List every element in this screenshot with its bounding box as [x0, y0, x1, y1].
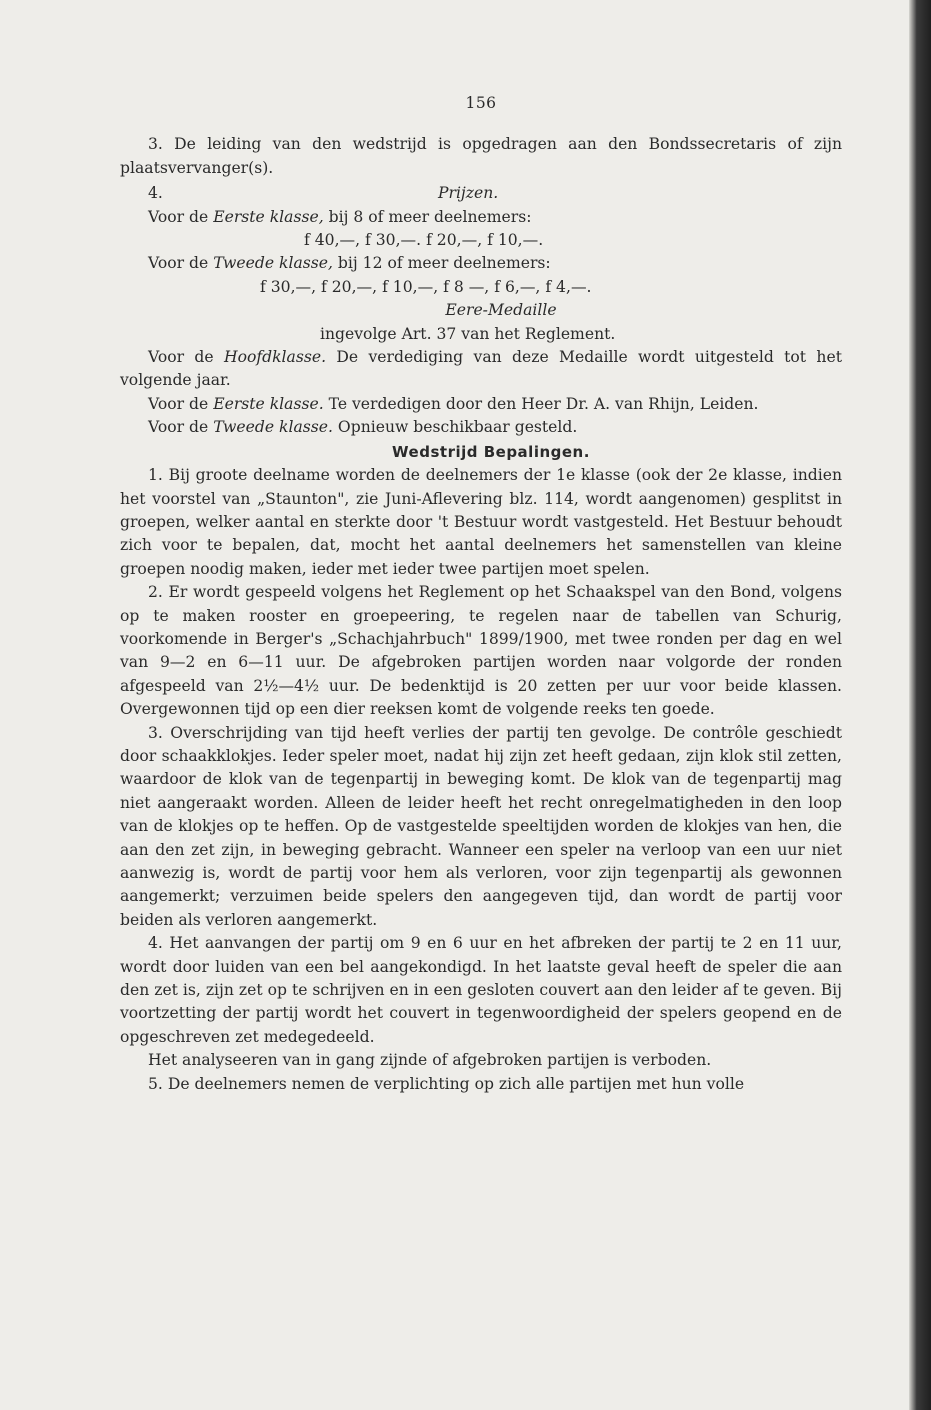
rule-analysis: Het analyseeren van in gang zijnde of afgebroken partijen is verboden.: [148, 1051, 712, 1070]
label-prefix: Voor de: [148, 348, 214, 367]
rule-2: 2. Er wordt gespeeld volgens het Reglement op het Schaakspel van den Bond, volgens op te maken rooster en groepeering, te regelen naar de tabellen van Schurig, voorkomende in Berger's „Schachjahrbuch" 1899/1900, met twee ronden per dag en wel van 9—2 en 6—11 uur. De afgebroken partijen worden naar volgorde der ronden afgespeeld van 2½—4½ uur. De bedenktijd is 20 zetten per uur voor beide klassen. Overgewonnen tijd op een dier reeksen komt de volgende reeks ten goede.: [120, 583, 842, 719]
class-name: Eerste klasse,: [213, 207, 324, 226]
prizes-heading-row: [120, 182, 842, 205]
label-prefix: Voor de: [148, 418, 209, 437]
class-name: Hoofdklasse.: [223, 348, 327, 367]
class-name: Tweede klasse.: [213, 418, 333, 437]
document-body: [120, 92, 842, 1096]
class-text: De verdediging van deze Medaille wordt uitgesteld tot het volgende jaar.: [120, 348, 842, 390]
hoofdklasse-paragraph: [120, 346, 842, 393]
medal-title: Eere-Medaille: [445, 301, 557, 320]
eerste-klasse-line: [120, 206, 842, 229]
tweede-klasse-line: [120, 252, 842, 275]
tweede-klasse-defence: [120, 416, 842, 439]
label-prefix: Voor de: [148, 254, 209, 273]
class-condition: bij 8 of meer deelnemers:: [328, 207, 532, 226]
class-name: Tweede klasse,: [213, 254, 333, 273]
rule-1: 1. Bij groote deelname worden de deelnemers der 1e klasse (ook der 2e klasse, indien het voorstel van „Staunton", zie Juni-Aflevering blz. 114, wordt aangenomen) gesplitst in groepen, welker aantal en sterkte door 't Bestuur wordt vastgesteld. Het Bestuur behoudt zich voor te bepalen, dat, mocht het aantal deelnemers het samenstellen van kleine groepen noodig maken, ieder met ieder twee partijen moet spelen.: [120, 466, 842, 578]
medal-reference: ingevolge Art. 37 van het Reglement.: [320, 324, 616, 343]
page-number: 156: [465, 94, 497, 112]
rule-3: 3. Overschrijding van tijd heeft verlies der partij ten gevolge. De contrôle geschiedt door schaakklokjes. Ieder speler moet, nadat hij zijn zet heeft gedaan, zijn klok stil zetten, waardoor de klok van de tegenpartij in beweging komt. De klok van de tegenpartij mag niet aangeraakt worden. Alleen de leider heeft het recht onregelmatigheden in den loop van de klokjes op te heffen. Op de vastgestelde speeltijden worden de klokjes van hen, die aan den zet zijn, in beweging gebracht. Wanneer een speler na verloop van een uur niet aanwezig is, wordt de partij voor hem als verloren, voor zijn tegenpartij als gewonnen aangemerkt; verzuimen beide spelers den aangegeven tijd, dan wordt de partij voor beiden als verloren aangemerkt.: [120, 723, 842, 929]
class-text: Te verdedigen door den Heer Dr. A. van Rhijn, Leiden.: [328, 394, 759, 413]
tweede-klasse-prizes: f 30,—, f 20,—, f 10,—, f 8 —, f 6,—, f 4,—.: [260, 277, 592, 296]
eerste-klasse-defence: [120, 393, 842, 416]
rule-4: 4. Het aanvangen der partij om 9 en 6 uur en het afbreken der partij te 2 en 11 uur, wordt door luiden van een bel aangekondigd. In het laatste geval heeft de speler die aan den zet is, zijn zet op te schrijven en in een gesloten couvert aan den leider af te geven. Bij voortzetting der partij wordt het couvert in tegenwoordigheid der spelers geopend en de opgeschreven zet medegedeeld.: [120, 934, 842, 1046]
class-name: Eerste klasse.: [213, 394, 324, 413]
item-number: 4.: [148, 184, 163, 203]
class-text: Opnieuw beschikbaar gesteld.: [337, 418, 578, 437]
prizes-heading: Prijzen.: [438, 184, 499, 203]
eerste-klasse-prizes: f 40,—, f 30,—. f 20,—, f 10,—.: [304, 231, 544, 250]
section-title: Wedstrijd Bepalingen.: [392, 442, 590, 461]
label-prefix: Voor de: [148, 207, 209, 226]
label-prefix: Voor de: [148, 394, 209, 413]
class-condition: bij 12 of meer deelnemers:: [337, 254, 551, 273]
rule-5: 5. De deelnemers nemen de verplichting op zich alle partijen met hun volle: [148, 1074, 745, 1093]
paragraph-leiding: 3. De leiding van den wedstrijd is opgedragen aan den Bondssecretaris of zijn plaatsvervanger(s).: [120, 135, 842, 177]
page-edge-shadow: [909, 0, 931, 1410]
